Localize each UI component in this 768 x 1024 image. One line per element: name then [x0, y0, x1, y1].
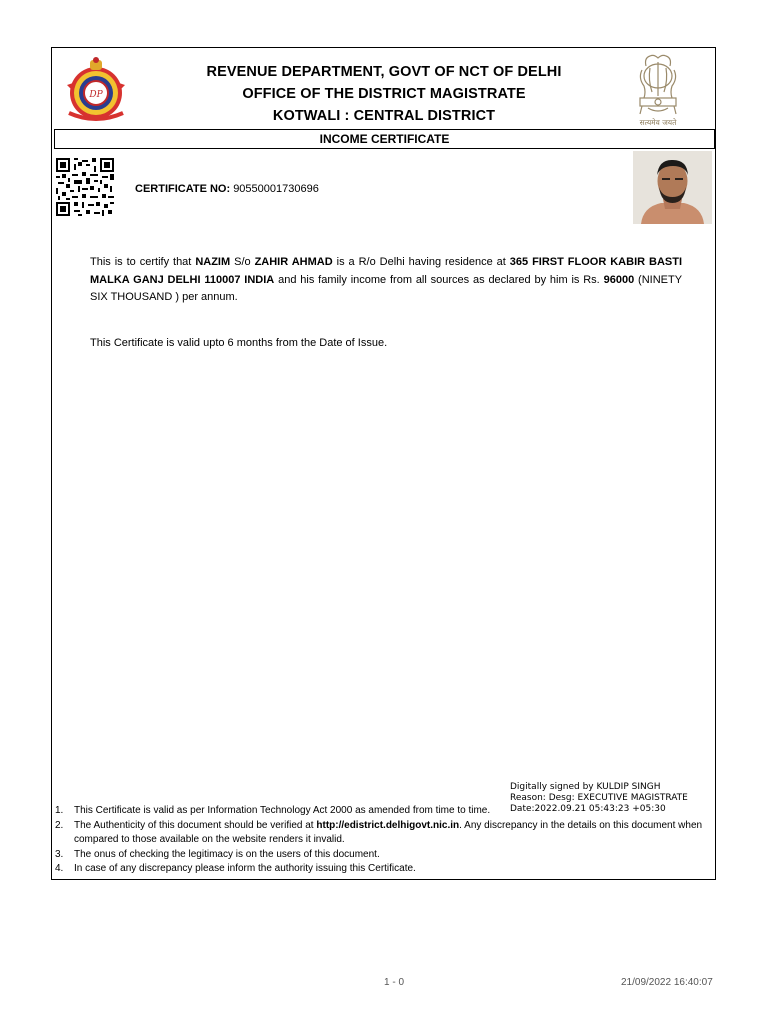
list-item: 1. This Certificate is valid as per Information Technology Act 2000 as amended from time to time.: [55, 805, 491, 816]
list-item: 2. The Authenticity of this document should be verified at http://edistrict.delhigovt.nic.in. Any discrepancy in the details on this document when compared to those available on the website renders it invalid.: [55, 819, 703, 845]
certificate-number-label: CERTIFICATE NO:: [135, 183, 231, 195]
list-item: 3. The onus of checking the legitimacy is on the users of this document.: [55, 848, 380, 860]
page-number: 1 - 0: [384, 977, 405, 988]
delhi-police-emblem-icon: [61, 55, 131, 123]
certificate-number-value: 90550001730696: [233, 183, 319, 195]
emblem-caption: सत्यमेव जयते: [639, 118, 677, 127]
income-amount: 96000: [603, 273, 635, 286]
print-timestamp: 21/09/2022 16:40:07: [621, 977, 713, 988]
income-amount-words: (NINETY SIX THOUSAND ) per annum.: [90, 273, 683, 303]
header-line-2: OFFICE OF THE DISTRICT MAGISTRATE: [242, 86, 526, 102]
ashoka-emblem-icon: [628, 52, 688, 130]
residence-address: 365 FIRST FLOOR KABIR BASTI MALKA GANJ DELHI 110007 INDIA: [90, 256, 683, 286]
father-name: ZAHIR AHMAD: [254, 256, 333, 268]
verification-link[interactable]: http://edistrict.delhigovt.nic.in: [316, 819, 460, 831]
signature-date: Date:2022.09.21 05:43:23 +05:30: [510, 804, 666, 814]
certificate-frame: [51, 47, 716, 880]
certificate-body: This is to certify that NAZIM S/o ZAHIR AHMAD is a R/o Delhi having residence at 365 FIRST FLOOR KABIR BASTI MALKA GANJ DELHI 110007 INDIA and his family income from all sources as declared by him is Rs. 96000 (NINETY SIX THOUSAND ) per annum.: [90, 256, 683, 303]
header-line-3: KOTWALI : CENTRAL DISTRICT: [272, 108, 496, 124]
notes-list: [55, 804, 710, 877]
certificate-title: INCOME CERTIFICATE: [54, 129, 715, 149]
certificate-number: [135, 183, 319, 195]
validity-statement: This Certificate is valid upto 6 months from the Date of Issue.: [90, 337, 388, 349]
applicant-name: NAZIM: [195, 256, 231, 268]
header-line-1: REVENUE DEPARTMENT, GOVT OF NCT OF DELHI: [206, 64, 562, 80]
signature-signer: Digitally signed by KULDIP SINGH: [510, 782, 661, 792]
qr-code-icon[interactable]: [55, 158, 115, 216]
applicant-photo: [633, 151, 712, 224]
list-item: 4. In case of any discrepancy please inform the authority issuing this Certificate.: [55, 863, 416, 874]
signature-reason: Reason: Desg: EXECUTIVE MAGISTRATE: [510, 793, 688, 803]
svg-text:DP: DP: [89, 90, 103, 100]
